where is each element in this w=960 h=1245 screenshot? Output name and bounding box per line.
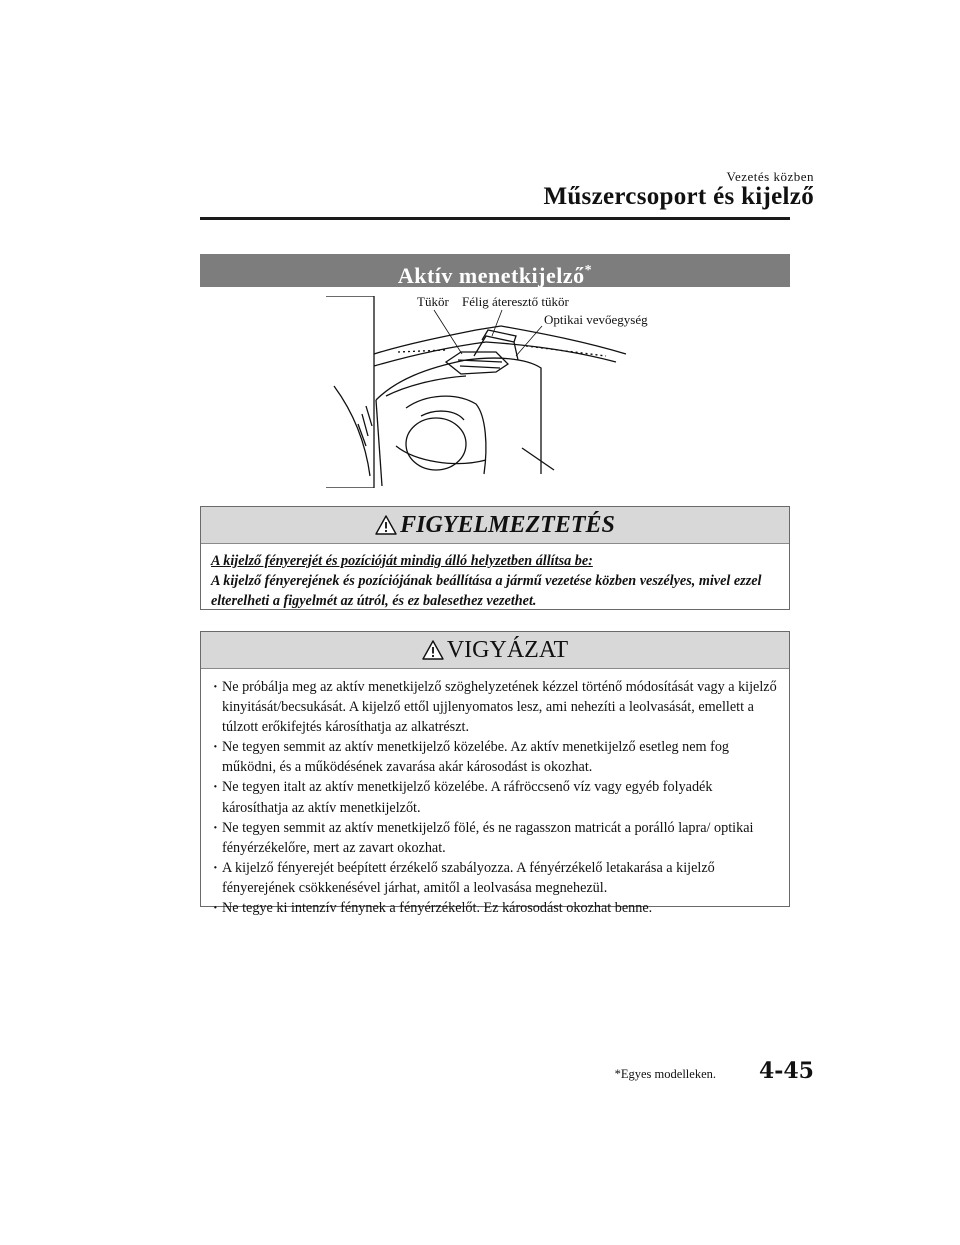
footnote: *Egyes modelleken. (614, 1067, 716, 1081)
label-half-mirror: Félig áteresztő tükör (462, 294, 569, 309)
label-mirror: Tükör (417, 294, 449, 309)
warning-box (200, 506, 790, 610)
page-title: Műszercsoport és kijelző (543, 183, 814, 210)
warning-triangle-icon (422, 640, 444, 660)
bullet-icon: · (213, 779, 218, 796)
caution-box (200, 631, 790, 917)
list-item: · Ne tegyen italt az aktív menetkijelző közelébe. A ráfröccsenő víz vagy egyéb folyadék károsíthatja az aktív menetkijelzőt. (213, 779, 713, 816)
section-header (200, 254, 790, 287)
bullet-icon: · (213, 739, 218, 756)
warning-title: FIGYELMEZTETÉS (400, 511, 615, 538)
bullet-icon: · (213, 900, 218, 917)
warning-header (201, 507, 789, 544)
warning-text: A kijelző fényerejének és pozíciójának beállítása a jármű vezetése közben veszélyes, mivel ezzel elterelheti a figyelmét az útról, és ez balesethez vezethet. (211, 573, 762, 609)
warning-headline: A kijelző fényerejét és pozícióját mindig álló helyzetben állítsa be: (211, 553, 593, 569)
section-title: Aktív menetkijelző (397, 263, 585, 288)
list-item: · Ne tegyen semmit az aktív menetkijelző fölé, és ne ragasszon matricát a porálló lapra/ optikai fényérzékelőre, mert az zavart okozhat. (213, 819, 754, 856)
label-optical-receiver: Optikai vevőegység (544, 312, 648, 327)
list-item: · Ne tegyen semmit az aktív menetkijelző közelébe. Az aktív menetkijelző esetleg nem fog működni, és a működésének zavarása akár károsodást is okozhat. (213, 739, 730, 776)
page-number: 4-45 (758, 1058, 814, 1084)
caution-title: VIGYÁZAT (446, 636, 569, 663)
caution-list (201, 669, 789, 918)
warning-triangle-icon (375, 515, 397, 535)
bullet-icon: · (213, 679, 218, 695)
list-item: · A kijelző fényerejét beépített érzékelő szabályozza. A fényérzékelő letakarása a kijelző fényerejének csökkenésével járhat, amitől a leolvasása megnehezül. (213, 859, 715, 896)
dashboard-illustration (326, 296, 656, 488)
warning-body (201, 544, 789, 611)
caution-header (201, 632, 789, 669)
section-title-asterisk: * (584, 263, 593, 278)
bullet-icon: · (213, 819, 218, 836)
bullet-icon: · (213, 859, 218, 876)
list-item: · Ne tegye ki intenzív fénynek a fényérzékelőt. Ez károsodást okozhat benne. (201, 898, 789, 918)
list-item: · Ne próbálja meg az aktív menetkijelző szöghelyzetének kézzel történő módosítását vagy a kijelző kinyitását/becsukását. A kijelző ettől ujjlenyomatos lesz, ami nehezíti a leolvasását, emellett a túlzott erőkifejtés károsíthatja az alkatrészt. (213, 679, 777, 736)
section-label: Vezetés közben (726, 169, 814, 184)
title-rule (200, 217, 790, 220)
